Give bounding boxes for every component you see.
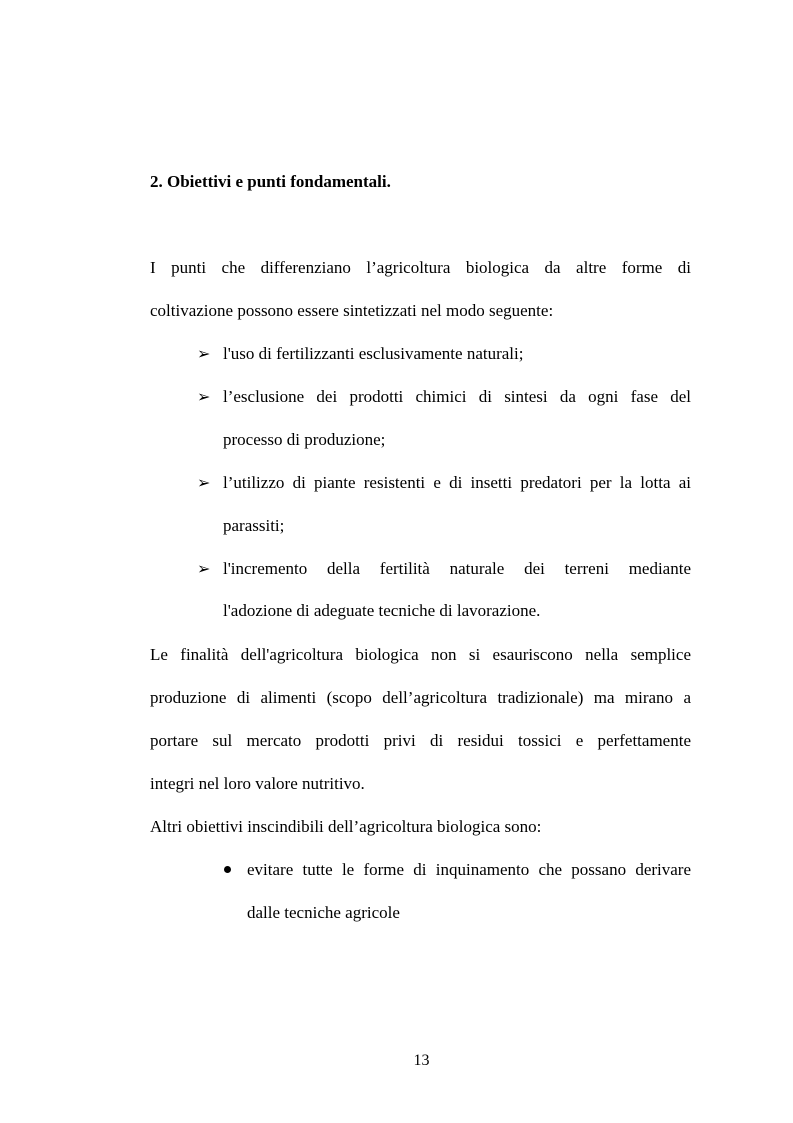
arrow-item-2-line-1: l’esclusione dei prodotti chimici di sintesi da ogni fase del bbox=[223, 387, 691, 406]
arrow-item-3-line-1: l’utilizzo di piante resistenti e di insetti predatori per la lotta ai bbox=[223, 473, 691, 492]
finalita-line-4: integri nel loro valore nutritivo. bbox=[150, 774, 365, 793]
section-heading: 2. Obiettivi e punti fondamentali. bbox=[150, 172, 391, 191]
arrow-bullet-icon: ➢ bbox=[197, 473, 211, 492]
arrow-item-1-line-1: l'uso di fertilizzanti esclusivamente naturali; bbox=[223, 344, 524, 363]
bullet-dot-icon bbox=[224, 866, 231, 873]
arrow-bullet-icon: ➢ bbox=[197, 559, 211, 578]
bullet-item-1-line-1: evitare tutte le forme di inquinamento che possano derivare bbox=[247, 860, 691, 879]
finalita-line-3: portare sul mercato prodotti privi di residui tossici e perfettamente bbox=[150, 731, 691, 750]
arrow-bullet-icon: ➢ bbox=[197, 387, 211, 406]
arrow-bullet-icon: ➢ bbox=[197, 344, 211, 363]
intro-line-2: coltivazione possono essere sintetizzati nel modo seguente: bbox=[150, 301, 554, 320]
page-number: 13 bbox=[413, 1052, 430, 1069]
arrow-item-2-line-2: processo di produzione; bbox=[223, 430, 386, 449]
intro-line-1: I punti che differenziano l’agricoltura biologica da altre forme di bbox=[150, 258, 691, 277]
altri-intro: Altri obiettivi inscindibili dell’agricoltura biologica sono: bbox=[150, 817, 542, 836]
arrow-item-4-line-2: l'adozione di adeguate tecniche di lavorazione. bbox=[223, 601, 541, 620]
bullet-item-1-line-2: dalle tecniche agricole bbox=[247, 903, 400, 922]
finalita-line-2: produzione di alimenti (scopo dell’agricoltura tradizionale) ma mirano a bbox=[150, 688, 691, 707]
finalita-line-1: Le finalità dell'agricoltura biologica non si esauriscono nella semplice bbox=[150, 645, 691, 664]
arrow-item-4-line-1: l'incremento della fertilità naturale dei terreni mediante bbox=[223, 559, 691, 578]
arrow-item-3-line-2: parassiti; bbox=[223, 516, 285, 535]
